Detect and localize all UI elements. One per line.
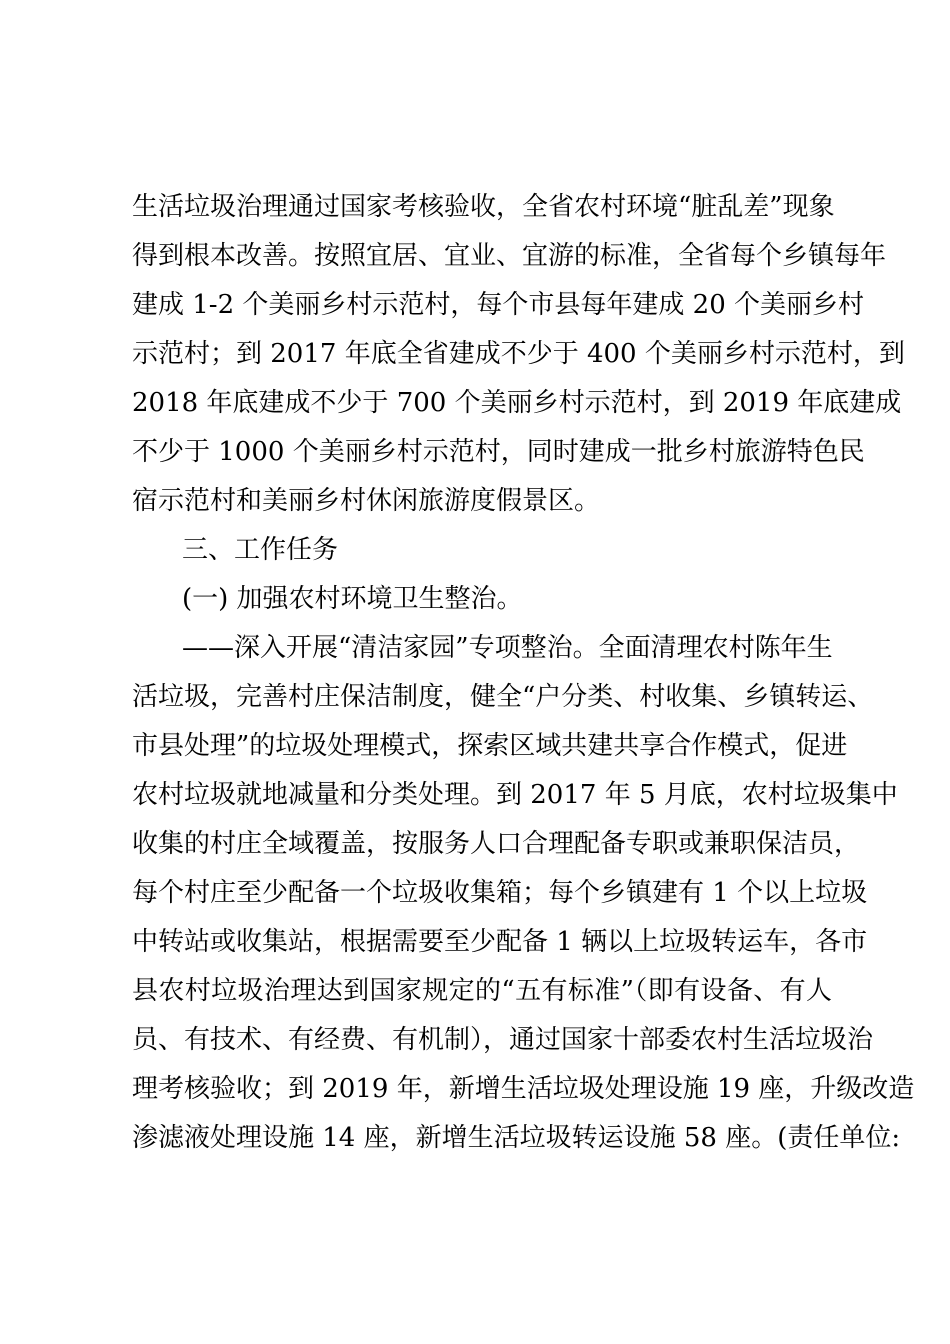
paragraph-line: 收集的村庄全域覆盖，按服务人口合理配备专职或兼职保洁员， xyxy=(132,829,861,859)
paragraph-line: 2018 年底建成不少于 700 个美丽乡村示范村，到 2019 年底建成 xyxy=(132,388,902,418)
paragraph-line: 活垃圾，完善村庄保洁制度，健全“户分类、村收集、乡镇转运、 xyxy=(132,682,874,712)
paragraph-line: 生活垃圾治理通过国家考核验收，全省农村环境“脏乱差”现象 xyxy=(132,192,835,222)
paragraph-line: 中转站或收集站，根据需要至少配备 1 辆以上垃圾转运车，各市 xyxy=(132,927,868,957)
paragraph-line: 理考核验收；到 2019 年，新增生活垃圾处理设施 19 座，升级改造 xyxy=(132,1074,915,1104)
paragraph-line: 县农村垃圾治理达到国家规定的“五有标准”（即有设备、有人 xyxy=(132,976,832,1006)
paragraph-line: 建成 1-2 个美丽乡村示范村，每个市县每年建成 20 个美丽乡村 xyxy=(132,290,865,320)
paragraph-line: 农村垃圾就地减量和分类处理。到 2017 年 5 月底，农村垃圾集中 xyxy=(132,780,898,810)
paragraph-line: 市县处理”的垃圾处理模式，探索区域共建共享合作模式，促进 xyxy=(132,731,848,761)
paragraph-line: 员、有技术、有经费、有机制），通过国家十部委农村生活垃圾治 xyxy=(132,1025,874,1055)
paragraph-line: 得到根本改善。按照宜居、宜业、宜游的标准，全省每个乡镇每年 xyxy=(132,241,887,271)
paragraph-line: 示范村；到 2017 年底全省建成不少于 400 个美丽乡村示范村，到 xyxy=(132,339,905,369)
paragraph-line: 每个村庄至少配备一个垃圾收集箱；每个乡镇建有 1 个以上垃圾 xyxy=(132,878,868,908)
paragraph-line: 不少于 1000 个美丽乡村示范村，同时建成一批乡村旅游特色民 xyxy=(132,437,865,467)
paragraph-line: ——深入开展“清洁家园”专项整治。全面清理农村陈年生 xyxy=(182,633,833,663)
paragraph-line: 渗滤液处理设施 14 座，新增生活垃圾转运设施 58 座。(责任单位: xyxy=(132,1123,901,1153)
paragraph-line: 宿示范村和美丽乡村休闲旅游度假景区。 xyxy=(132,486,601,516)
subsection-heading: (一) 加强农村环境卫生整治。 xyxy=(182,584,523,614)
section-heading: 三、工作任务 xyxy=(182,535,339,565)
